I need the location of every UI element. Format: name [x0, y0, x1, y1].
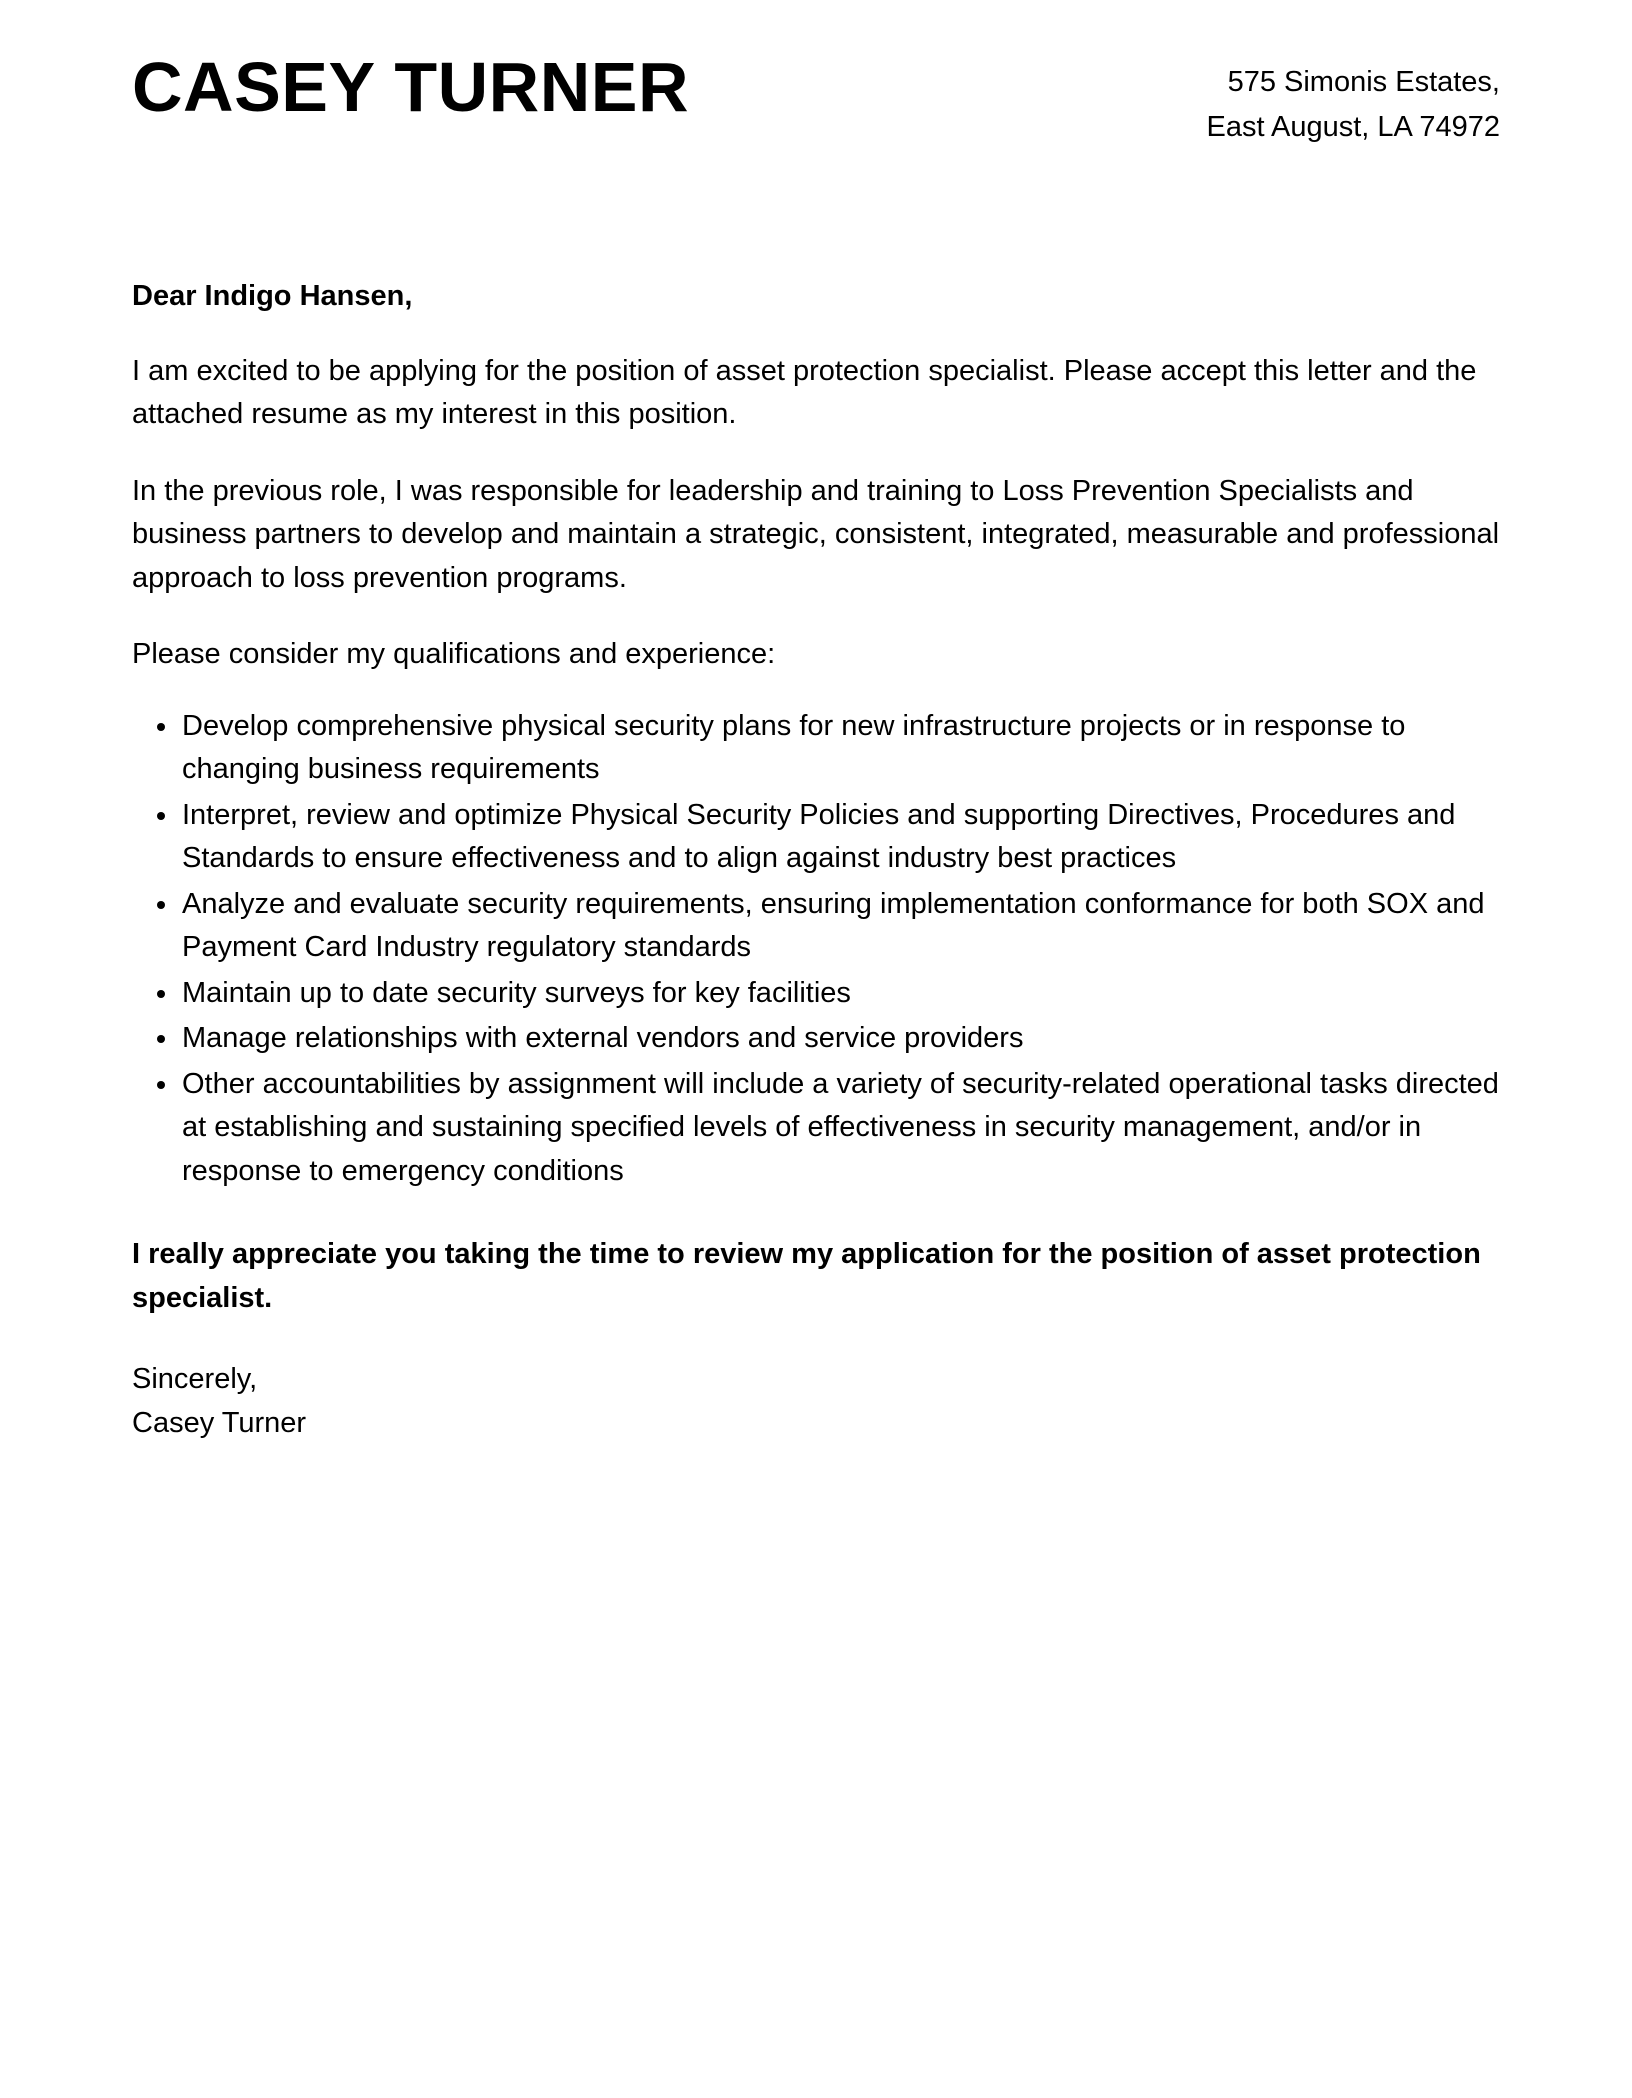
sender-address-block	[1207, 52, 1500, 150]
signature-name: Casey Turner	[132, 1406, 307, 1439]
list-item: Other accountabilities by assignment will include a variety of security-related operational tasks directed at establishing and sustaining specified levels of effectiveness in security management, and/or in response to emergency conditions	[132, 1063, 1500, 1194]
list-item: Develop comprehensive physical security plans for new infrastructure projects or in response to changing business requirements	[132, 705, 1500, 792]
letter-body	[0, 150, 1632, 1446]
list-item: Analyze and evaluate security requirements, ensuring implementation conformance for both SOX and Payment Card Industry regulatory standards	[132, 883, 1500, 970]
address-line-2: East August, LA 74972	[1206, 110, 1500, 143]
list-item: Manage relationships with external vendors and service providers	[132, 1017, 1500, 1061]
letter-header	[0, 0, 1632, 150]
qualifications-intro: Please consider my qualifications and experience:	[132, 638, 776, 671]
experience-paragraph: In the previous role, I was responsible for leadership and training to Loss Prevention Specialists and business partners to develop and maintain a strategic, consistent, integrated, measurable and professional approach to loss prevention programs.	[132, 474, 1500, 594]
intro-paragraph: I am excited to be applying for the position of asset protection specialist. Please accept this letter and the attached resume as my interest in this position.	[132, 354, 1477, 431]
sign-off: Sincerely,	[132, 1363, 258, 1396]
closing-statement: I really appreciate you taking the time to review my application for the position of asset protection specialist.	[132, 1238, 1481, 1314]
address-line-1: 575 Simonis Estates,	[1227, 66, 1500, 98]
list-item: Interpret, review and optimize Physical Security Policies and supporting Directives, Procedures and Standards to ensure effectiveness and to align against industry best practices	[132, 794, 1500, 881]
signature-block	[132, 1320, 1500, 1445]
qualifications-list	[132, 677, 1500, 1194]
salutation: Dear Indigo Hansen,	[132, 279, 413, 312]
list-item: Maintain up to date security surveys for key facilities	[132, 972, 1500, 1016]
sender-name: CASEY TURNER	[132, 48, 690, 126]
